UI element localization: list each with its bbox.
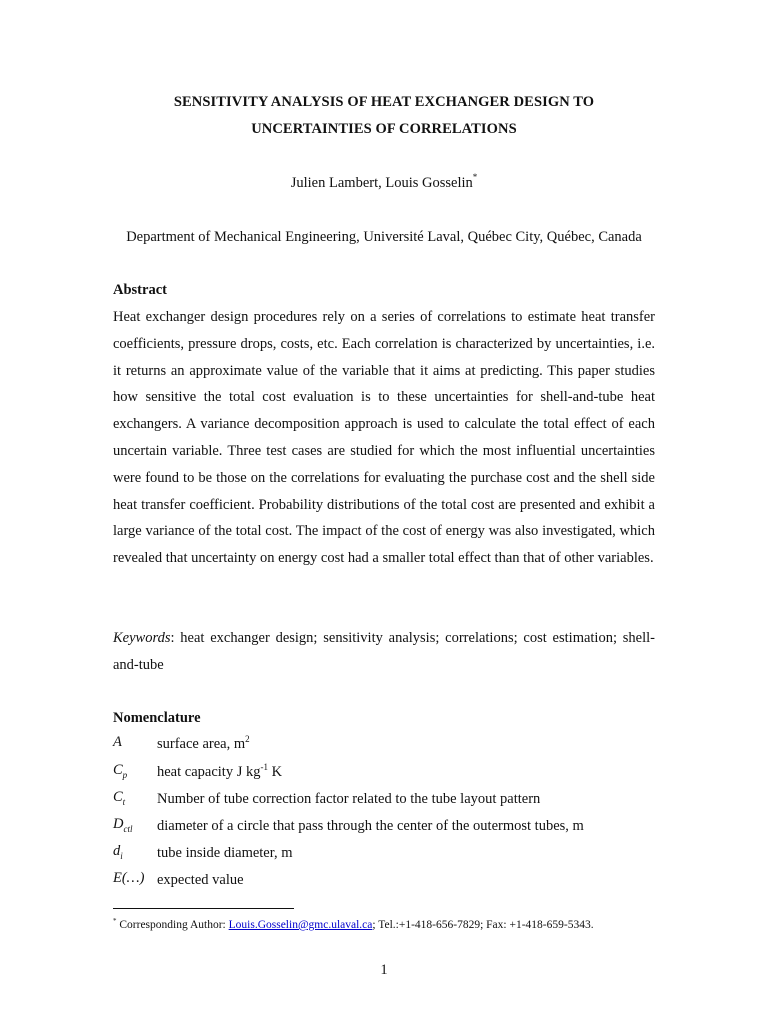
title-line-1: SENSITIVITY ANALYSIS OF HEAT EXCHANGER DESIGN TO [173, 94, 595, 110]
footnote [113, 917, 594, 931]
nomenclature-symbol: E(…) [113, 870, 145, 886]
nomenclature-heading: Nomenclature [113, 710, 201, 726]
affiliation: Department of Mechanical Engineering, Université Laval, Québec City, Québec, Canada [126, 229, 642, 245]
nomenclature-symbol: $C_t$ [113, 789, 126, 807]
nomenclature-definition: heat capacity J $kg^{-1}$ K [157, 762, 283, 780]
nomenclature-definition: diameter of a circle that pass through the center of the outermost tubes, m [157, 817, 584, 834]
keywords-label: Keywords [113, 630, 171, 646]
footnote-prefix: Corresponding Author: [116, 918, 229, 931]
keywords [113, 625, 655, 679]
nomenclature-definition: Number of tube correction factor related to the tube layout pattern [157, 790, 541, 807]
corresponding-author-mark: * [472, 172, 478, 182]
nomenclature-definition: tube inside diameter, m [157, 844, 293, 861]
nomenclature-definition: surface area, $m^2$ [157, 734, 250, 752]
nomenclature-symbol: $C_p$ [113, 762, 128, 780]
title-line-2: UNCERTAINTIES OF CORRELATIONS [251, 121, 517, 137]
abstract-heading: Abstract [113, 282, 167, 298]
author-names: Julien Lambert, Louis Gosselin [290, 174, 473, 191]
footnote-mark: * [113, 917, 117, 925]
nomenclature-symbol: A [113, 734, 122, 750]
nomenclature-symbol: $D_{ctl}$ [113, 816, 133, 834]
footnote-divider [113, 908, 294, 909]
nomenclature-definition: expected value [157, 871, 244, 888]
keywords-text: : heat exchanger design; sensitivity analysis; correlations; cost estimation; shell-and-tube [113, 630, 655, 673]
author-email-link[interactable]: Louis.Gosselin@gmc.ulaval.ca [228, 918, 373, 931]
page-number: 1 [380, 962, 388, 978]
nomenclature-symbol: $d_i$ [113, 843, 123, 861]
abstract-text: Heat exchanger design procedures rely on a series of correlations to estimate heat transfer coefficients, pressure drops, costs, etc. Each correlation is characterized by uncertainties, i.e. it returns an approximate value of the variable that it aims at predicting. This paper studies how sensitive the total cost evaluation is to these uncertainties for shell-and-tube heat exchangers. A variance decomposition approach is used to calculate the total effect of each uncertain variable. Three test cases are studied for which the most influential uncertainties were found to be those on the correlations for evaluating the purchase cost and the shell side heat transfer coefficient. Probability distributions of the total cost are presented and exhibit a large variance of the total cost. The impact of the cost of energy was also investigated, which revealed that uncertainty on energy cost had a smaller total effect than that of other variables. [113, 309, 655, 567]
authors [0, 173, 768, 192]
footnote-contact: ; Tel.:+1-418-656-7829; Fax: +1-418-659-5343. [372, 918, 594, 931]
